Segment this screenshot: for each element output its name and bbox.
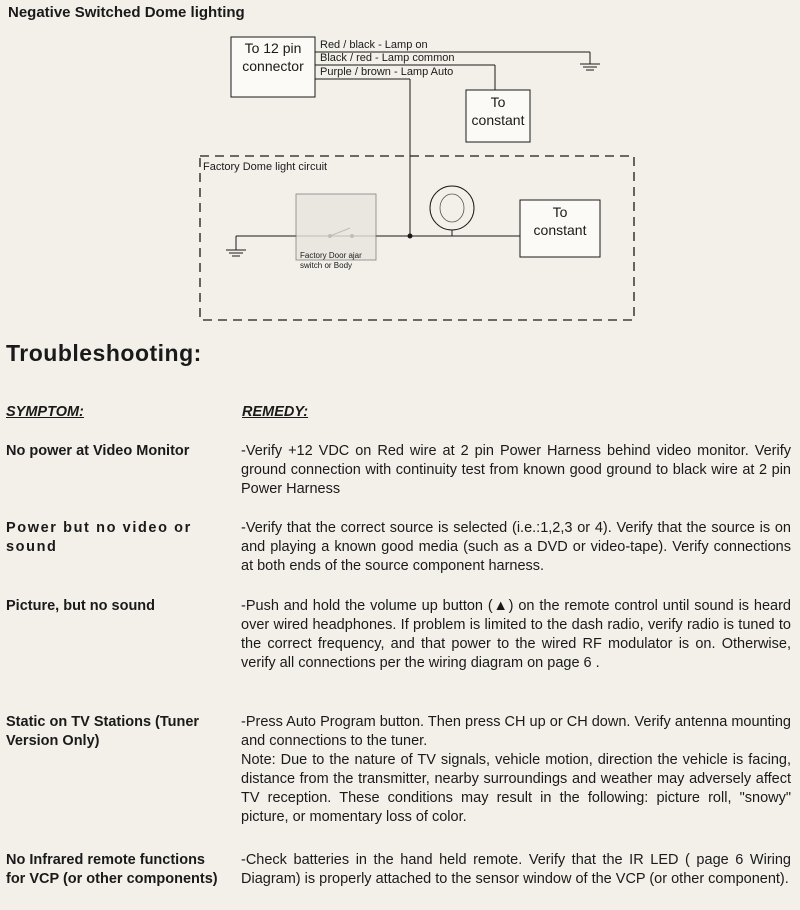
door-switch-label-line1: Factory Door ajar <box>300 251 362 260</box>
connector-box-line1: To 12 pin <box>244 40 302 56</box>
wire-label-purple-brown: Purple / brown - Lamp Auto <box>320 66 454 78</box>
remedy-text: -Check batteries in the hand held remote. Verify that the IR LED ( page 6 Wiring Diagram) is properly attached to the sensor window of the VCP (or other component). <box>241 852 791 887</box>
svg-text:To: To <box>552 204 568 220</box>
symptom-text: No Infrared remote functions for VCP (or other components) <box>6 852 218 887</box>
remedy-text: -Push and hold the volume up button (▲) on the remote control until sound is heard over wired headphones. If problem is limited to the dash radio, verify radio is tuned to the correct frequency, and that power to the wired RF modulator is on. Otherwise, verify all connections per the wiring diagram on page 6 . <box>241 598 791 671</box>
symptom-text: Picture, but no sound <box>6 598 156 614</box>
remedy-column-header: REMEDY: <box>242 404 309 420</box>
door-switch-label-line2: switch or Body <box>300 261 353 270</box>
wire-label-red-black: Red / black - Lamp on <box>320 39 428 51</box>
connector-box-line2: connector <box>242 58 304 74</box>
symptom-text: No power at Video Monitor <box>6 443 190 459</box>
troubleshooting-title: Troubleshooting: <box>6 340 202 366</box>
svg-text:constant: constant <box>471 112 525 128</box>
symptom-text: Power but no video or sound <box>6 520 192 555</box>
dome-lighting-wiring-diagram <box>0 0 800 330</box>
factory-circuit-label: Factory Dome light circuit <box>203 161 328 173</box>
ground-icon <box>580 64 600 70</box>
remedy-text: -Verify that the correct source is selected (i.e.:1,2,3 or 4). Verify that the source is on and playing a known good media (such as a DVD or video-tape). Verify connections at both ends of the source component harness. <box>241 520 791 574</box>
symptom-column-header: SYMPTOM: <box>6 404 84 420</box>
dome-lamp-icon <box>430 186 474 236</box>
remedy-text: -Press Auto Program button. Then press CH up or CH down. Verify antenna mounting and connections to the tuner. Note: Due to the nature of TV signals, vehicle motion, direction the vehicle is facing, distance from the transmitter, nearby surroundings and weather may adversely affect TV reception. These conditions may result in the following: picture roll, "snowy" picture, or momentary loss of color. <box>241 714 791 825</box>
symptom-text: Static on TV Stations (Tuner Version Only) <box>6 714 200 749</box>
wire-label-black-red: Black / red - Lamp common <box>320 52 455 64</box>
remedy-text: -Verify +12 VDC on Red wire at 2 pin Power Harness behind video monitor. Verify ground connection with continuity test from known good ground to black wire at 2 pin Power Harness <box>241 443 791 497</box>
svg-text:To: To <box>490 94 506 110</box>
svg-text:constant: constant <box>533 222 587 238</box>
section-title: Negative Switched Dome lighting <box>8 4 245 21</box>
ground-icon-inner <box>226 250 246 256</box>
